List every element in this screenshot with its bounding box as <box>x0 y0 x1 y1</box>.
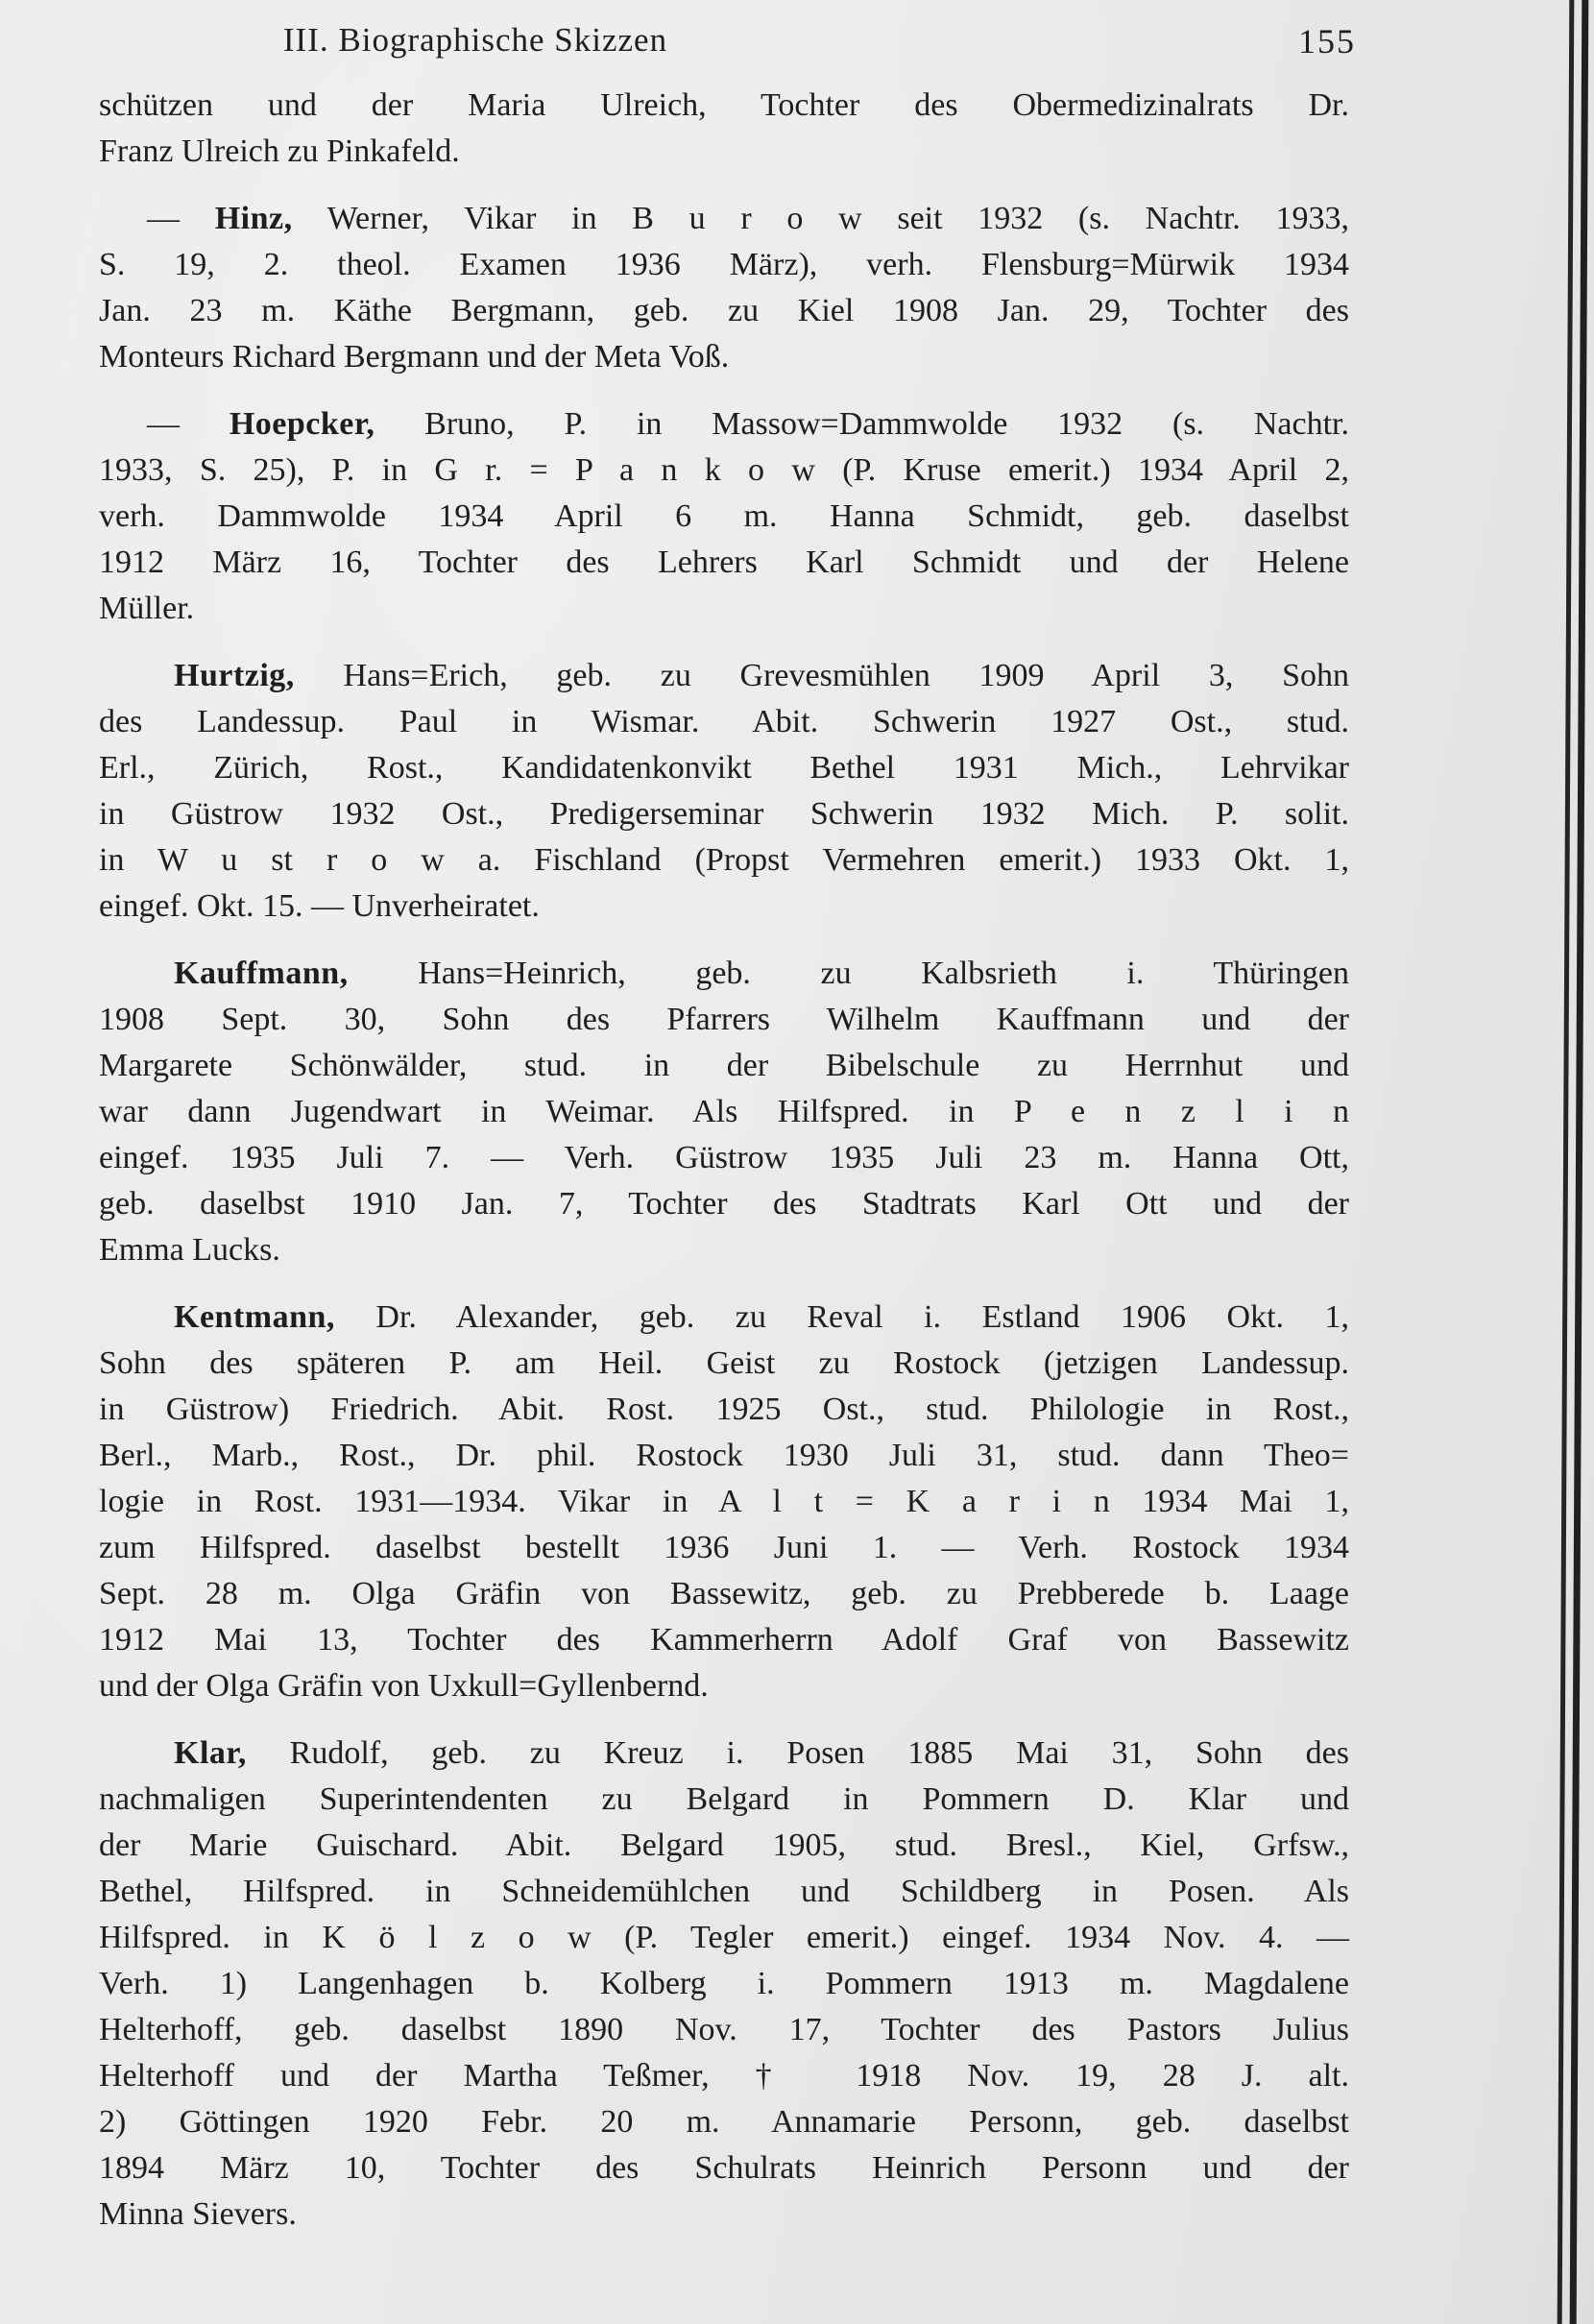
text-run: Helterhoff und der Martha Teßmer, † 1918 Nov. 19, 28 J. alt. <box>99 2058 1349 2094</box>
text-run: Sohn des späteren P. am Heil. Geist zu Rostock (jetzigen Landessup. <box>99 1345 1349 1381</box>
text-line <box>99 653 1349 699</box>
text-run: Müller. <box>99 591 195 626</box>
text-run: Jan. 23 m. Käthe Bergmann, geb. zu Kiel 1908 Jan. 29, Tochter des <box>99 293 1349 328</box>
text-run: Verh. 1) Langenhagen b. Kolberg i. Pommern 1913 m. Magdalene <box>99 1966 1349 2001</box>
paragraph <box>99 653 1349 930</box>
entry-name: Hinz, <box>214 201 293 236</box>
text-run: Rudolf, geb. zu Kreuz i. Posen 1885 Mai 31, Sohn des <box>246 1735 1349 1771</box>
text-run: 1894 März 10, Tochter des Schulrats Heinrich Personn und der <box>99 2150 1349 2186</box>
text-line <box>99 2007 1349 2053</box>
text-run: war dann Jugendwart in Weimar. Als Hilfspred. in P e n z l i n <box>99 1094 1349 1129</box>
text-line <box>99 884 1349 930</box>
text-line <box>99 83 1349 129</box>
text-line <box>99 242 1349 288</box>
text-run: nachmaligen Superintendenten zu Belgard in Pommern D. Klar und <box>99 1781 1349 1817</box>
text-line <box>99 129 1349 175</box>
text-line <box>99 1731 1349 1777</box>
text-line <box>99 1617 1349 1663</box>
text-line <box>99 1525 1349 1571</box>
entry-name: Klar, <box>174 1735 247 1771</box>
text-run: Minna Sievers. <box>99 2196 297 2232</box>
text-run: eingef. Okt. 15. — Unverheiratet. <box>99 888 540 924</box>
text-line <box>99 1915 1349 1961</box>
text-run: in W u st r o w a. Fischland (Propst Vermehren emerit.) 1933 Okt. 1, <box>99 842 1349 878</box>
section-heading: III. Biographische Skizzen <box>282 21 668 59</box>
text-line <box>99 951 1349 997</box>
text-line <box>99 1823 1349 1869</box>
text-line <box>99 1043 1349 1089</box>
text-run: eingef. 1935 Juli 7. — Verh. Güstrow 1935 Juli 23 m. Hanna Ott, <box>99 1140 1349 1175</box>
page-edge-binding-line <box>1558 0 1589 2324</box>
text-line <box>99 745 1349 791</box>
text-line <box>99 1433 1349 1479</box>
text-run: Sept. 28 m. Olga Gräfin von Bassewitz, geb. zu Prebberede b. Laage <box>99 1576 1349 1611</box>
text-run: Bethel, Hilfspred. in Schneidemühlchen und Schildberg in Posen. Als <box>99 1874 1349 1909</box>
text-run: Hilfspred. in K ö l z o w (P. Tegler emerit.) eingef. 1934 Nov. 4. — <box>99 1920 1349 1955</box>
text-run: Monteurs Richard Bergmann und der Meta Voß. <box>99 339 730 375</box>
running-head <box>0 21 1594 69</box>
paragraph <box>99 1295 1349 1709</box>
text-line <box>99 2099 1349 2145</box>
text-run: 1933, S. 25), P. in G r. = P a n k o w (P. Kruse emerit.) 1934 April 2, <box>99 452 1349 488</box>
text-run: schützen und der Maria Ulreich, Tochter des Obermedizinalrats Dr. <box>99 87 1349 123</box>
text-line <box>99 2191 1349 2238</box>
text-line <box>99 791 1349 837</box>
paragraph <box>99 1731 1349 2238</box>
text-line <box>99 494 1349 540</box>
text-run: — <box>147 406 229 442</box>
text-line <box>99 1663 1349 1709</box>
text-run: Bruno, P. in Massow=Dammwolde 1932 (s. Nachtr. <box>374 406 1349 442</box>
text-run: Werner, Vikar in B u r o w seit 1932 (s. Nachtr. 1933, <box>292 201 1350 236</box>
text-run: Hans=Heinrich, geb. zu Kalbsrieth i. Thüringen <box>348 956 1349 991</box>
text-run: Erl., Zürich, Rost., Kandidatenkonvikt Bethel 1931 Mich., Lehrvikar <box>99 750 1349 786</box>
text-run: Franz Ulreich zu Pinkafeld. <box>99 133 460 169</box>
text-run: Dr. Alexander, geb. zu Reval i. Estland 1906 Okt. 1, <box>334 1299 1349 1335</box>
text-run: und der Olga Gräfin von Uxkull=Gyllenbernd. <box>99 1668 709 1704</box>
text-line <box>99 2145 1349 2191</box>
text-run: 1912 Mai 13, Tochter des Kammerherrn Adolf Graf von Bassewitz <box>99 1622 1349 1658</box>
text-line <box>99 448 1349 494</box>
text-line <box>99 1341 1349 1387</box>
text-run: Hans=Erich, geb. zu Grevesmühlen 1909 April 3, Sohn <box>294 658 1349 693</box>
text-line <box>99 997 1349 1043</box>
text-run: in Güstrow) Friedrich. Abit. Rost. 1925 Ost., stud. Philologie in Rost., <box>99 1392 1349 1427</box>
text-line <box>99 1961 1349 2007</box>
text-line <box>99 1181 1349 1227</box>
text-run: geb. daselbst 1910 Jan. 7, Tochter des Stadtrats Karl Ott und der <box>99 1186 1349 1222</box>
entry-name: Hurtzig, <box>174 658 295 693</box>
text-run: 1908 Sept. 30, Sohn des Pfarrers Wilhelm Kauffmann und der <box>99 1002 1349 1037</box>
text-line <box>99 837 1349 884</box>
text-run: logie in Rost. 1931—1934. Vikar in A l t = K a r i n 1934 Mai 1, <box>99 1484 1349 1519</box>
text-line <box>99 1777 1349 1823</box>
page-number: 155 <box>1298 22 1356 61</box>
text-line <box>99 1387 1349 1433</box>
text-line <box>99 288 1349 334</box>
text-line <box>99 1869 1349 1915</box>
text-line <box>99 2053 1349 2099</box>
text-line <box>99 1571 1349 1617</box>
text-run: der Marie Guischard. Abit. Belgard 1905, stud. Bresl., Kiel, Grfsw., <box>99 1828 1349 1863</box>
text-line <box>99 401 1349 448</box>
text-run: 1912 März 16, Tochter des Lehrers Karl Schmidt und der Helene <box>99 545 1349 580</box>
text-run: in Güstrow 1932 Ost., Predigerseminar Schwerin 1932 Mich. P. solit. <box>99 796 1349 832</box>
entry-name: Kauffmann, <box>174 956 349 991</box>
text-line <box>99 1089 1349 1135</box>
text-line <box>99 196 1349 242</box>
text-line <box>99 1479 1349 1525</box>
text-run: Berl., Marb., Rost., Dr. phil. Rostock 1930 Juli 31, stud. dann Theo= <box>99 1438 1349 1473</box>
paragraph <box>99 951 1349 1273</box>
text-block <box>99 83 1349 2238</box>
text-line <box>99 699 1349 745</box>
text-line <box>99 334 1349 380</box>
text-line <box>99 540 1349 586</box>
paragraph <box>99 83 1349 175</box>
text-run: S. 19, 2. theol. Examen 1936 März), verh. Flensburg=Mürwik 1934 <box>99 247 1349 282</box>
entry-name: Hoepcker, <box>229 406 375 442</box>
text-line <box>99 586 1349 632</box>
text-run: — <box>147 201 215 236</box>
text-line <box>99 1227 1349 1273</box>
paragraph <box>99 196 1349 380</box>
text-line <box>99 1135 1349 1181</box>
text-run: zum Hilfspred. daselbst bestellt 1936 Juni 1. — Verh. Rostock 1934 <box>99 1530 1349 1565</box>
text-line <box>99 1295 1349 1341</box>
entry-name: Kentmann, <box>174 1299 335 1335</box>
text-run: verh. Dammwolde 1934 April 6 m. Hanna Schmidt, geb. daselbst <box>99 498 1349 534</box>
paragraph <box>99 401 1349 632</box>
text-run: des Landessup. Paul in Wismar. Abit. Schwerin 1927 Ost., stud. <box>99 704 1349 739</box>
text-run: Margarete Schönwälder, stud. in der Bibelschule zu Herrnhut und <box>99 1048 1349 1083</box>
text-run: 2) Göttingen 1920 Febr. 20 m. Annamarie Personn, geb. daselbst <box>99 2104 1349 2140</box>
text-run: Helterhoff, geb. daselbst 1890 Nov. 17, Tochter des Pastors Julius <box>99 2012 1349 2047</box>
text-run: Emma Lucks. <box>99 1232 280 1268</box>
